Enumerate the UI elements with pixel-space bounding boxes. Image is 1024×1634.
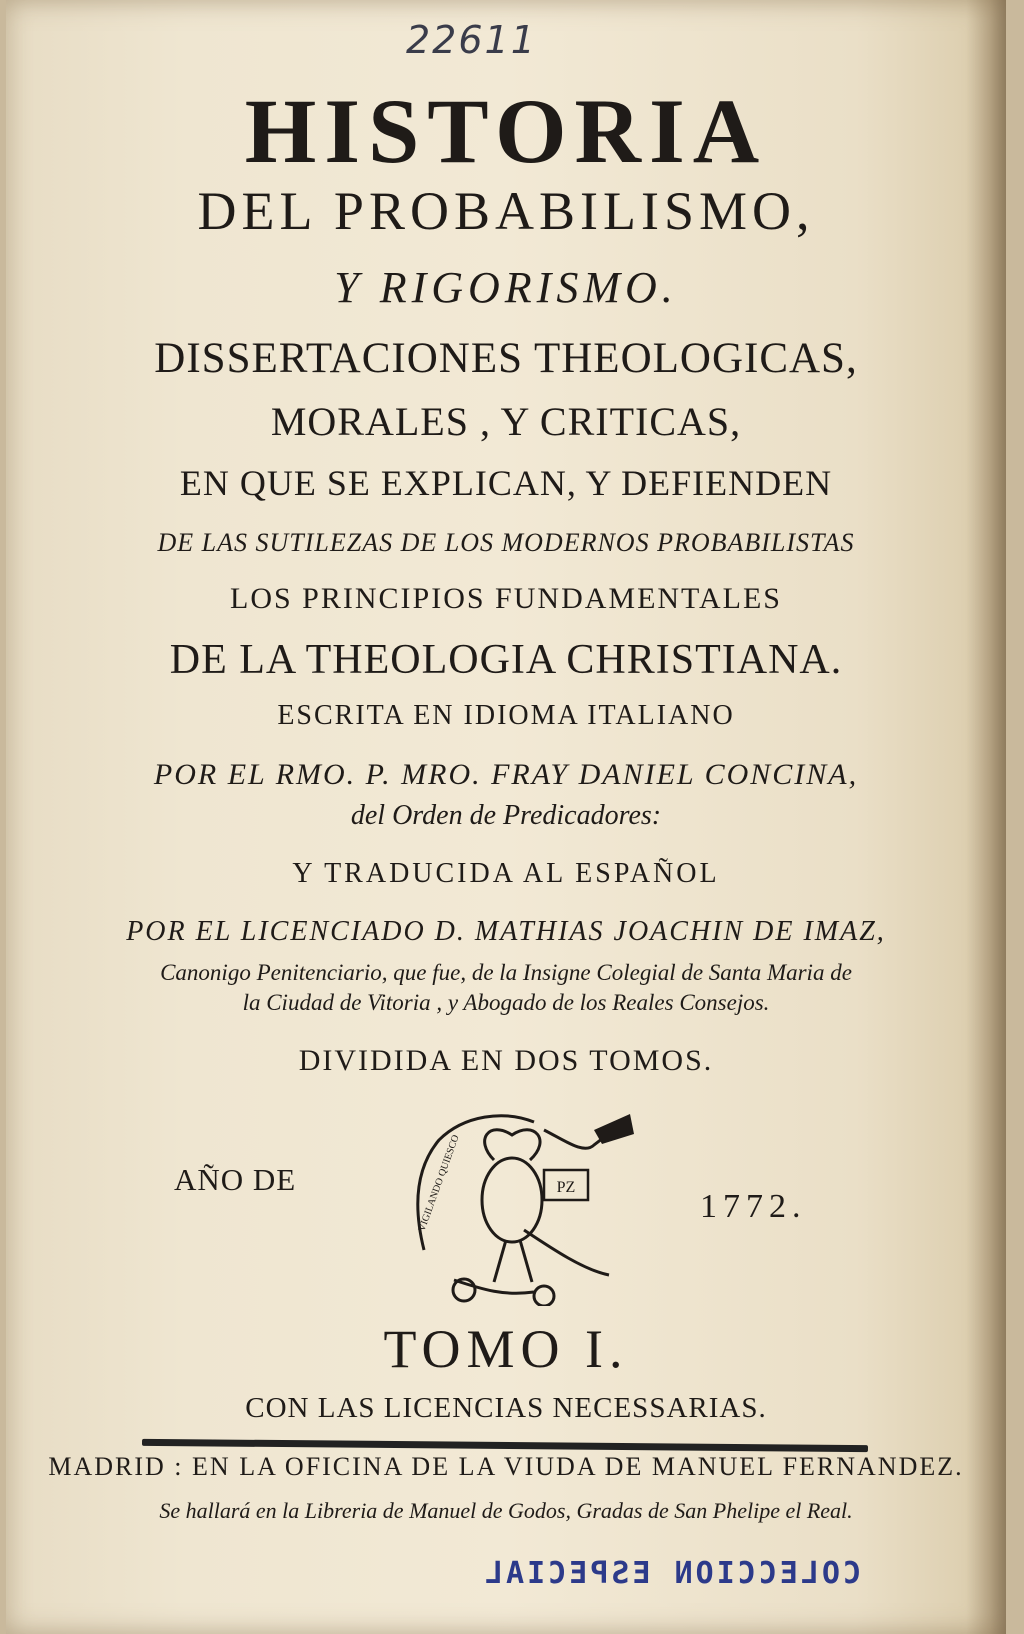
licences-line: CON LAS LICENCIAS NECESSARIAS.	[245, 1392, 767, 1424]
imprint-line-2: Se hallará en la Libreria de Manuel de Godos, Gradas de San Phelipe el Real.	[159, 1498, 853, 1523]
title-line-3: Y RIGORISMO.	[334, 263, 678, 312]
author-line-2: POR EL RMO. P. MRO. FRAY DANIEL CONCINA,	[153, 758, 859, 791]
printers-device-initials: PZ	[556, 1179, 576, 1196]
author-line-3: del Orden de Predicadores:	[350, 800, 662, 831]
library-stamp	[482, 1556, 882, 1591]
horizontal-rule	[142, 1439, 868, 1452]
tome-number: TOMO I.	[383, 1319, 629, 1379]
subtitle-line-2: MORALES , Y CRITICAS,	[270, 399, 742, 444]
year-value: 1772.	[700, 1188, 807, 1225]
subtitle-line-6: DE LA THEOLOGIA CHRISTIANA.	[169, 637, 843, 683]
library-stamp-text: COLECCION ESPECIAL	[482, 1556, 862, 1591]
shelfmark-handwritten: 22611	[406, 18, 537, 62]
imprint-line-1: MADRID : EN LA OFICINA DE LA VIUDA DE MANUEL FERNANDEZ.	[48, 1452, 964, 1481]
volumes-note: DIVIDIDA EN DOS TOMOS.	[298, 1044, 714, 1077]
title-line-1: HISTORIA	[244, 80, 768, 182]
subtitle-line-1: DISSERTACIONES THEOLOGICAS,	[154, 335, 858, 382]
translator-line-3: Canonigo Penitenciario, que fue, de la Insigne Colegial de Santa Maria de	[160, 960, 852, 985]
subtitle-line-5: LOS PRINCIPIOS FUNDAMENTALES	[230, 582, 782, 615]
printers-device-icon	[394, 1100, 638, 1306]
translator-line-1: Y TRADUCIDA AL ESPAÑOL	[292, 858, 720, 889]
subtitle-line-4: DE LAS SUTILEZAS DE LOS MODERNOS PROBABILISTAS	[157, 528, 855, 557]
year-label: AÑO DE	[174, 1162, 297, 1197]
title-page	[6, 0, 1006, 1634]
subtitle-line-3: EN QUE SE EXPLICAN, Y DEFIENDEN	[179, 463, 833, 503]
translator-line-4: la Ciudad de Vitoria , y Abogado de los Reales Consejos.	[242, 990, 770, 1015]
author-line-1: ESCRITA EN IDIOMA ITALIANO	[277, 700, 735, 731]
title-line-2: DEL PROBABILISMO,	[197, 181, 815, 241]
translator-line-2: POR EL LICENCIADO D. MATHIAS JOACHIN DE IMAZ,	[126, 916, 886, 947]
printers-device-motto: VIGILANDO QUIESCO	[416, 1133, 462, 1234]
